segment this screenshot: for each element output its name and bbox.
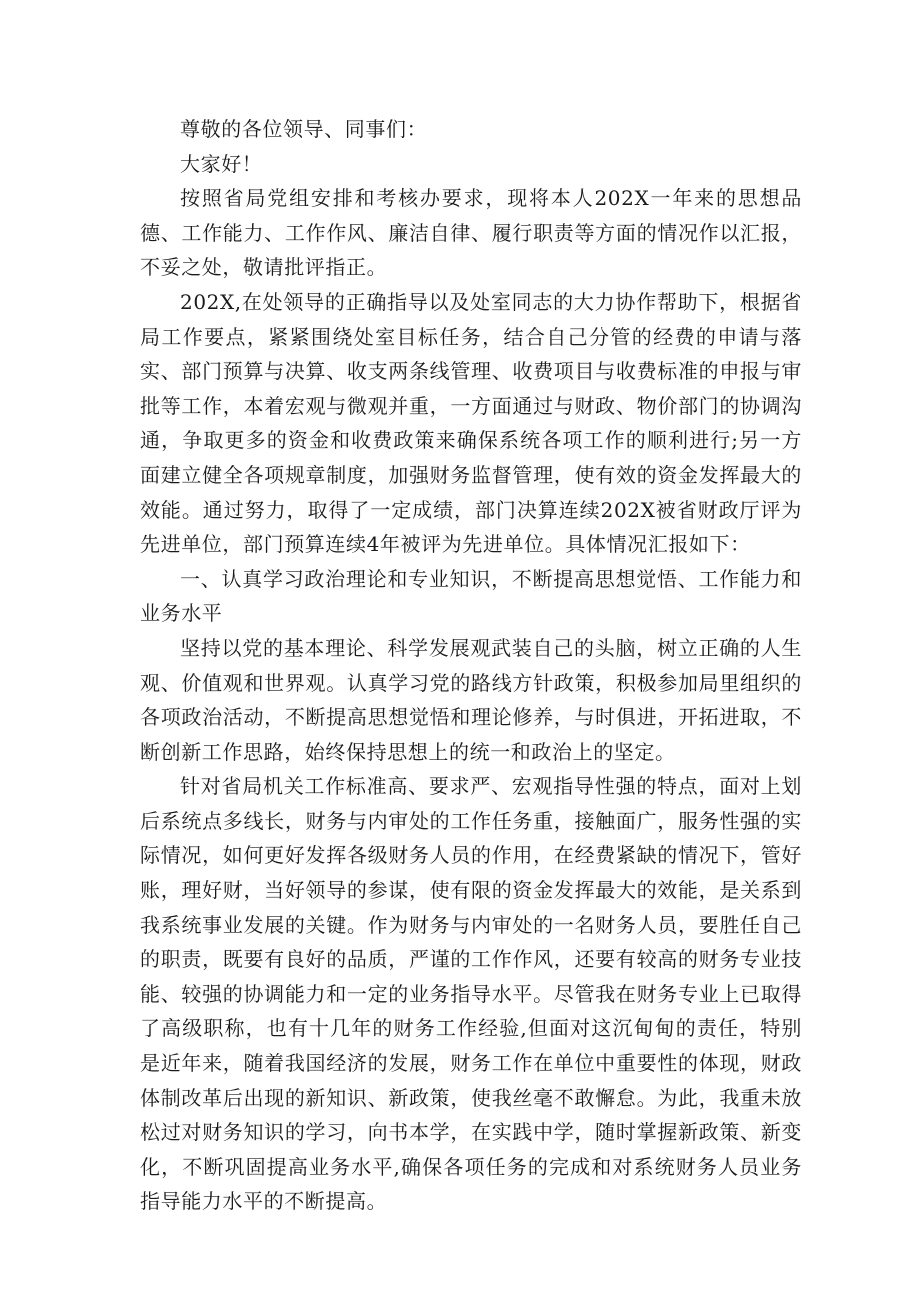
- greeting: 大家好！: [180, 151, 263, 176]
- paragraph-intro: 按照省局党组安排和考核办要求，现将本人202X一年来的思想品德、工作能力、工作作风、廉洁自律、履行职责等方面的情况作以汇报，不妥之处，敬请批评指正。: [140, 186, 802, 280]
- salutation: 尊敬的各位领导、同事们：: [180, 117, 428, 141]
- document-body: [140, 112, 802, 1219]
- paragraph-professional-study: 针对省局机关工作标准高、要求严、宏观指导性强的特点，面对上划后系统点多线长，财务与内审处的工作任务重，接触面广，服务性强的实际情况，如何更好发挥各级财务人员的作用，在经费紧缺的情况下，管好账，理好财，当好领导的参谋，使有限的资金发挥最大的效能，是关系到我系统事业发展的关键。作为财务与内审处的一名财务人员，要胜任自己的职责，既要有良好的品质，严谨的工作作风，还要有较高的财务专业技能、较强的协调能力和一定的业务指导水平。尽管我在财务专业上已取得了高级职称，也有十几年的财务工作经验,但面对这沉甸甸的责任，特别是近年来，随着我国经济的发展，财务工作在单位中重要性的体现，财政体制改革后出现的新知识、新政策，使我丝毫不敢懈怠。为此，我重未放松过对财务知识的学习，向书本学，在实践中学，随时掌握新政策、新变化，不断巩固提高业务水平,确保各项任务的完成和对系统财务人员业务指导能力水平的不断提高。: [140, 774, 802, 1214]
- paragraph-summary: 202X,在处领导的正确指导以及处室同志的大力协作帮助下，根据省局工作要点，紧紧围绕处室目标任务，结合自己分管的经费的申请与落实、部门预算与决算、收支两条线管理、收费项目与收费标准的申报与审批等工作，本着宏观与微观并重，一方面通过与财政、物价部门的协调沟通，争取更多的资金和收费政策来确保系统各项工作的顺利进行;另一方面建立健全各项规章制度，加强财务监督管理，使有效的资金发挥最大的效能。通过努力，取得了一定成绩，部门决算连续202X被省财政厅评为先进单位，部门预算连续4年被评为先进单位。具体情况汇报如下：: [140, 289, 802, 557]
- paragraph-political-study: 坚持以党的基本理论、科学发展观武装自己的头脑，树立正确的人生观、价值观和世界观。认真学习党的路线方针政策，积极参加局里组织的各项政治活动，不断提高思想觉悟和理论修养，与时俱进，开拓进取，不断创新工作思路，始终保持思想上的统一和政治上的坚定。: [140, 635, 802, 764]
- section-heading-1: 一、认真学习政治理论和专业知识，不断提高思想觉悟、工作能力和业务水平: [140, 566, 802, 626]
